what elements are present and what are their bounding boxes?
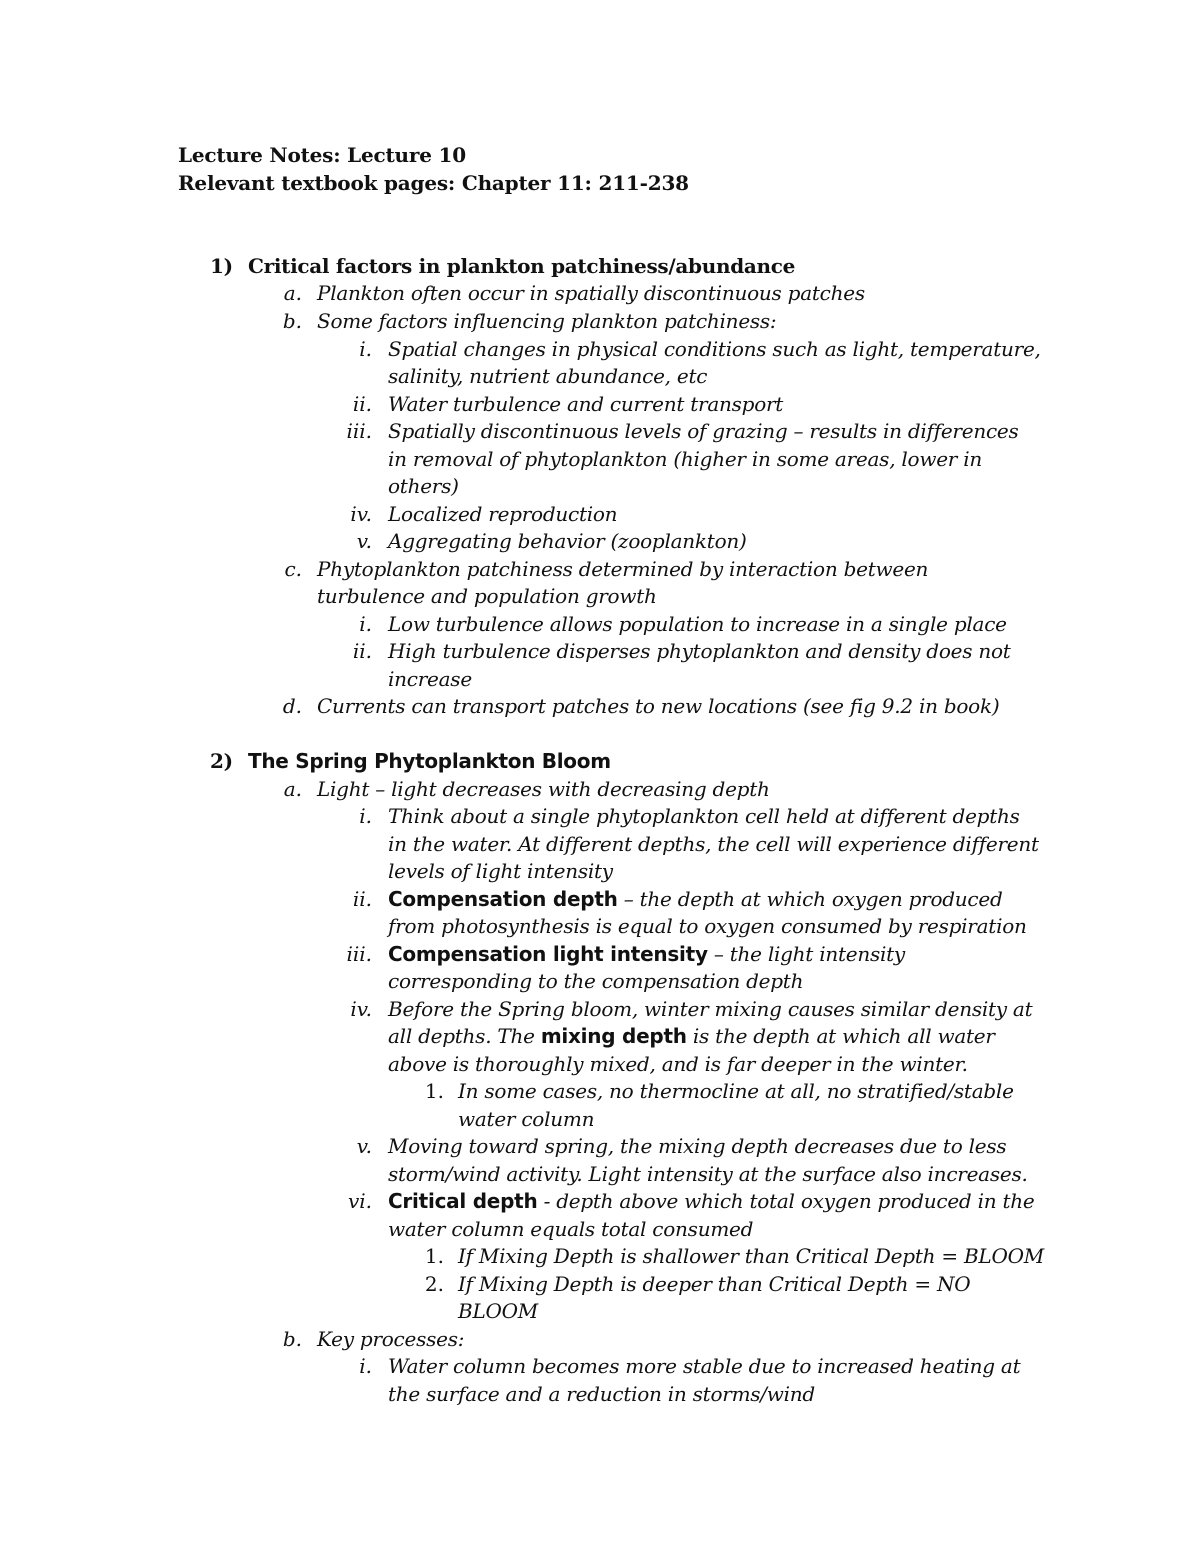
list-item: If Mixing Depth is deeper than Critical Depth = NO — [458, 1272, 971, 1296]
list-item-continued: others) — [388, 474, 459, 498]
list-marker: v. — [356, 529, 372, 553]
list-item-continued: corresponding to the compensation depth — [388, 969, 804, 993]
list-item: Think about a single phytoplankton cell held at different depths — [388, 804, 1020, 828]
list-marker: i. — [359, 804, 372, 828]
section-2-number: 2) — [210, 749, 233, 773]
lecture-title: Lecture Notes: Lecture 10 — [178, 143, 466, 167]
list-marker: a. — [283, 777, 302, 801]
term-compensation-light-intensity: Compensation light intensity — [388, 942, 708, 966]
section-1-number: 1) — [210, 254, 233, 278]
list-item: Aggregating behavior (zooplankton) — [388, 529, 747, 553]
list-marker: b. — [282, 309, 302, 333]
list-marker: iv. — [350, 997, 372, 1021]
list-item: Water column becomes more stable due to increased heating at — [388, 1354, 1021, 1378]
list-marker: ii. — [352, 639, 372, 663]
list-marker: i. — [359, 612, 372, 636]
list-marker: a. — [283, 281, 302, 305]
section-2-heading: The Spring Phytoplankton Bloom — [248, 749, 611, 773]
definition-text: - depth above which total oxygen produced in the — [537, 1189, 1035, 1213]
list-item: Water turbulence and current transport — [388, 392, 784, 416]
list-item-continued — [388, 1024, 995, 1048]
list-item: Currents can transport patches to new locations (see fig 9.2 in book) — [317, 694, 1000, 718]
list-item-continued: above is thoroughly mixed, and is far deeper in the winter. — [388, 1052, 968, 1076]
list-item: In some cases, no thermocline at all, no stratified/stable — [458, 1079, 1014, 1103]
list-marker: 2. — [424, 1272, 444, 1296]
list-item — [388, 887, 1003, 911]
list-marker: ii. — [352, 887, 372, 911]
list-item-continued: in the water. At different depths, the cell will experience different — [388, 832, 1039, 856]
list-marker: ii. — [352, 392, 372, 416]
list-item: Plankton often occur in spatially discontinuous patches — [317, 281, 865, 305]
list-marker: d. — [282, 694, 302, 718]
term-compensation-depth: Compensation depth — [388, 887, 618, 911]
list-marker: v. — [356, 1134, 372, 1158]
list-marker: iii. — [346, 942, 372, 966]
list-item: High turbulence disperses phytoplankton and density does not — [388, 639, 1011, 663]
list-item-continued: storm/wind activity. Light intensity at the surface also increases. — [388, 1162, 1028, 1186]
list-item: Before the Spring bloom, winter mixing causes similar density at — [388, 997, 1033, 1021]
list-marker: 1. — [424, 1244, 444, 1268]
list-item-continued: the surface and a reduction in storms/wind — [388, 1382, 815, 1406]
textbook-pages: Relevant textbook pages: Chapter 11: 211-238 — [178, 171, 689, 195]
list-item: Low turbulence allows population to increase in a single place — [388, 612, 1007, 636]
list-item-continued: water column equals total consumed — [388, 1217, 754, 1241]
section-1-heading: Critical factors in plankton patchiness/abundance — [248, 254, 796, 278]
list-marker: iv. — [350, 502, 372, 526]
list-item — [388, 942, 905, 966]
list-item: Some factors influencing plankton patchiness: — [317, 309, 777, 333]
definition-text: – the light intensity — [707, 942, 905, 966]
list-item — [388, 1189, 1034, 1213]
list-item: Light – light decreases with decreasing depth — [317, 777, 770, 801]
list-item: Spatial changes in physical conditions such as light, temperature, — [388, 337, 1041, 361]
list-item-continued: from photosynthesis is equal to oxygen consumed by respiration — [388, 914, 1027, 938]
text-run: all depths. The — [388, 1024, 541, 1048]
definition-text: – the depth at which oxygen produced — [617, 887, 1003, 911]
list-item-continued: turbulence and population growth — [317, 584, 657, 608]
list-item: If Mixing Depth is shallower than Critical Depth = BLOOM — [458, 1244, 1044, 1268]
text-run: is the depth at which all water — [686, 1024, 995, 1048]
list-marker: 1. — [424, 1079, 444, 1103]
list-item: Moving toward spring, the mixing depth decreases due to less — [388, 1134, 1007, 1158]
list-item-continued: increase — [388, 667, 472, 691]
list-marker: b. — [282, 1327, 302, 1351]
list-item-continued: water column — [458, 1107, 595, 1131]
list-item: Spatially discontinuous levels of grazing – results in differences — [388, 419, 1019, 443]
list-marker: vi. — [347, 1189, 372, 1213]
list-item-continued: salinity, nutrient abundance, etc — [388, 364, 708, 388]
list-item-continued: BLOOM — [458, 1299, 538, 1323]
list-marker: iii. — [346, 419, 372, 443]
list-item: Phytoplankton patchiness determined by interaction between — [317, 557, 929, 581]
list-item-continued: in removal of phytoplankton (higher in some areas, lower in — [388, 447, 982, 471]
term-critical-depth: Critical depth — [388, 1189, 538, 1213]
list-marker: i. — [359, 337, 372, 361]
list-marker: i. — [359, 1354, 372, 1378]
list-item: Localized reproduction — [388, 502, 618, 526]
term-mixing-depth: mixing depth — [540, 1024, 687, 1048]
list-item: Key processes: — [317, 1327, 465, 1351]
list-marker: c. — [284, 557, 302, 581]
list-item-continued: levels of light intensity — [388, 859, 613, 883]
